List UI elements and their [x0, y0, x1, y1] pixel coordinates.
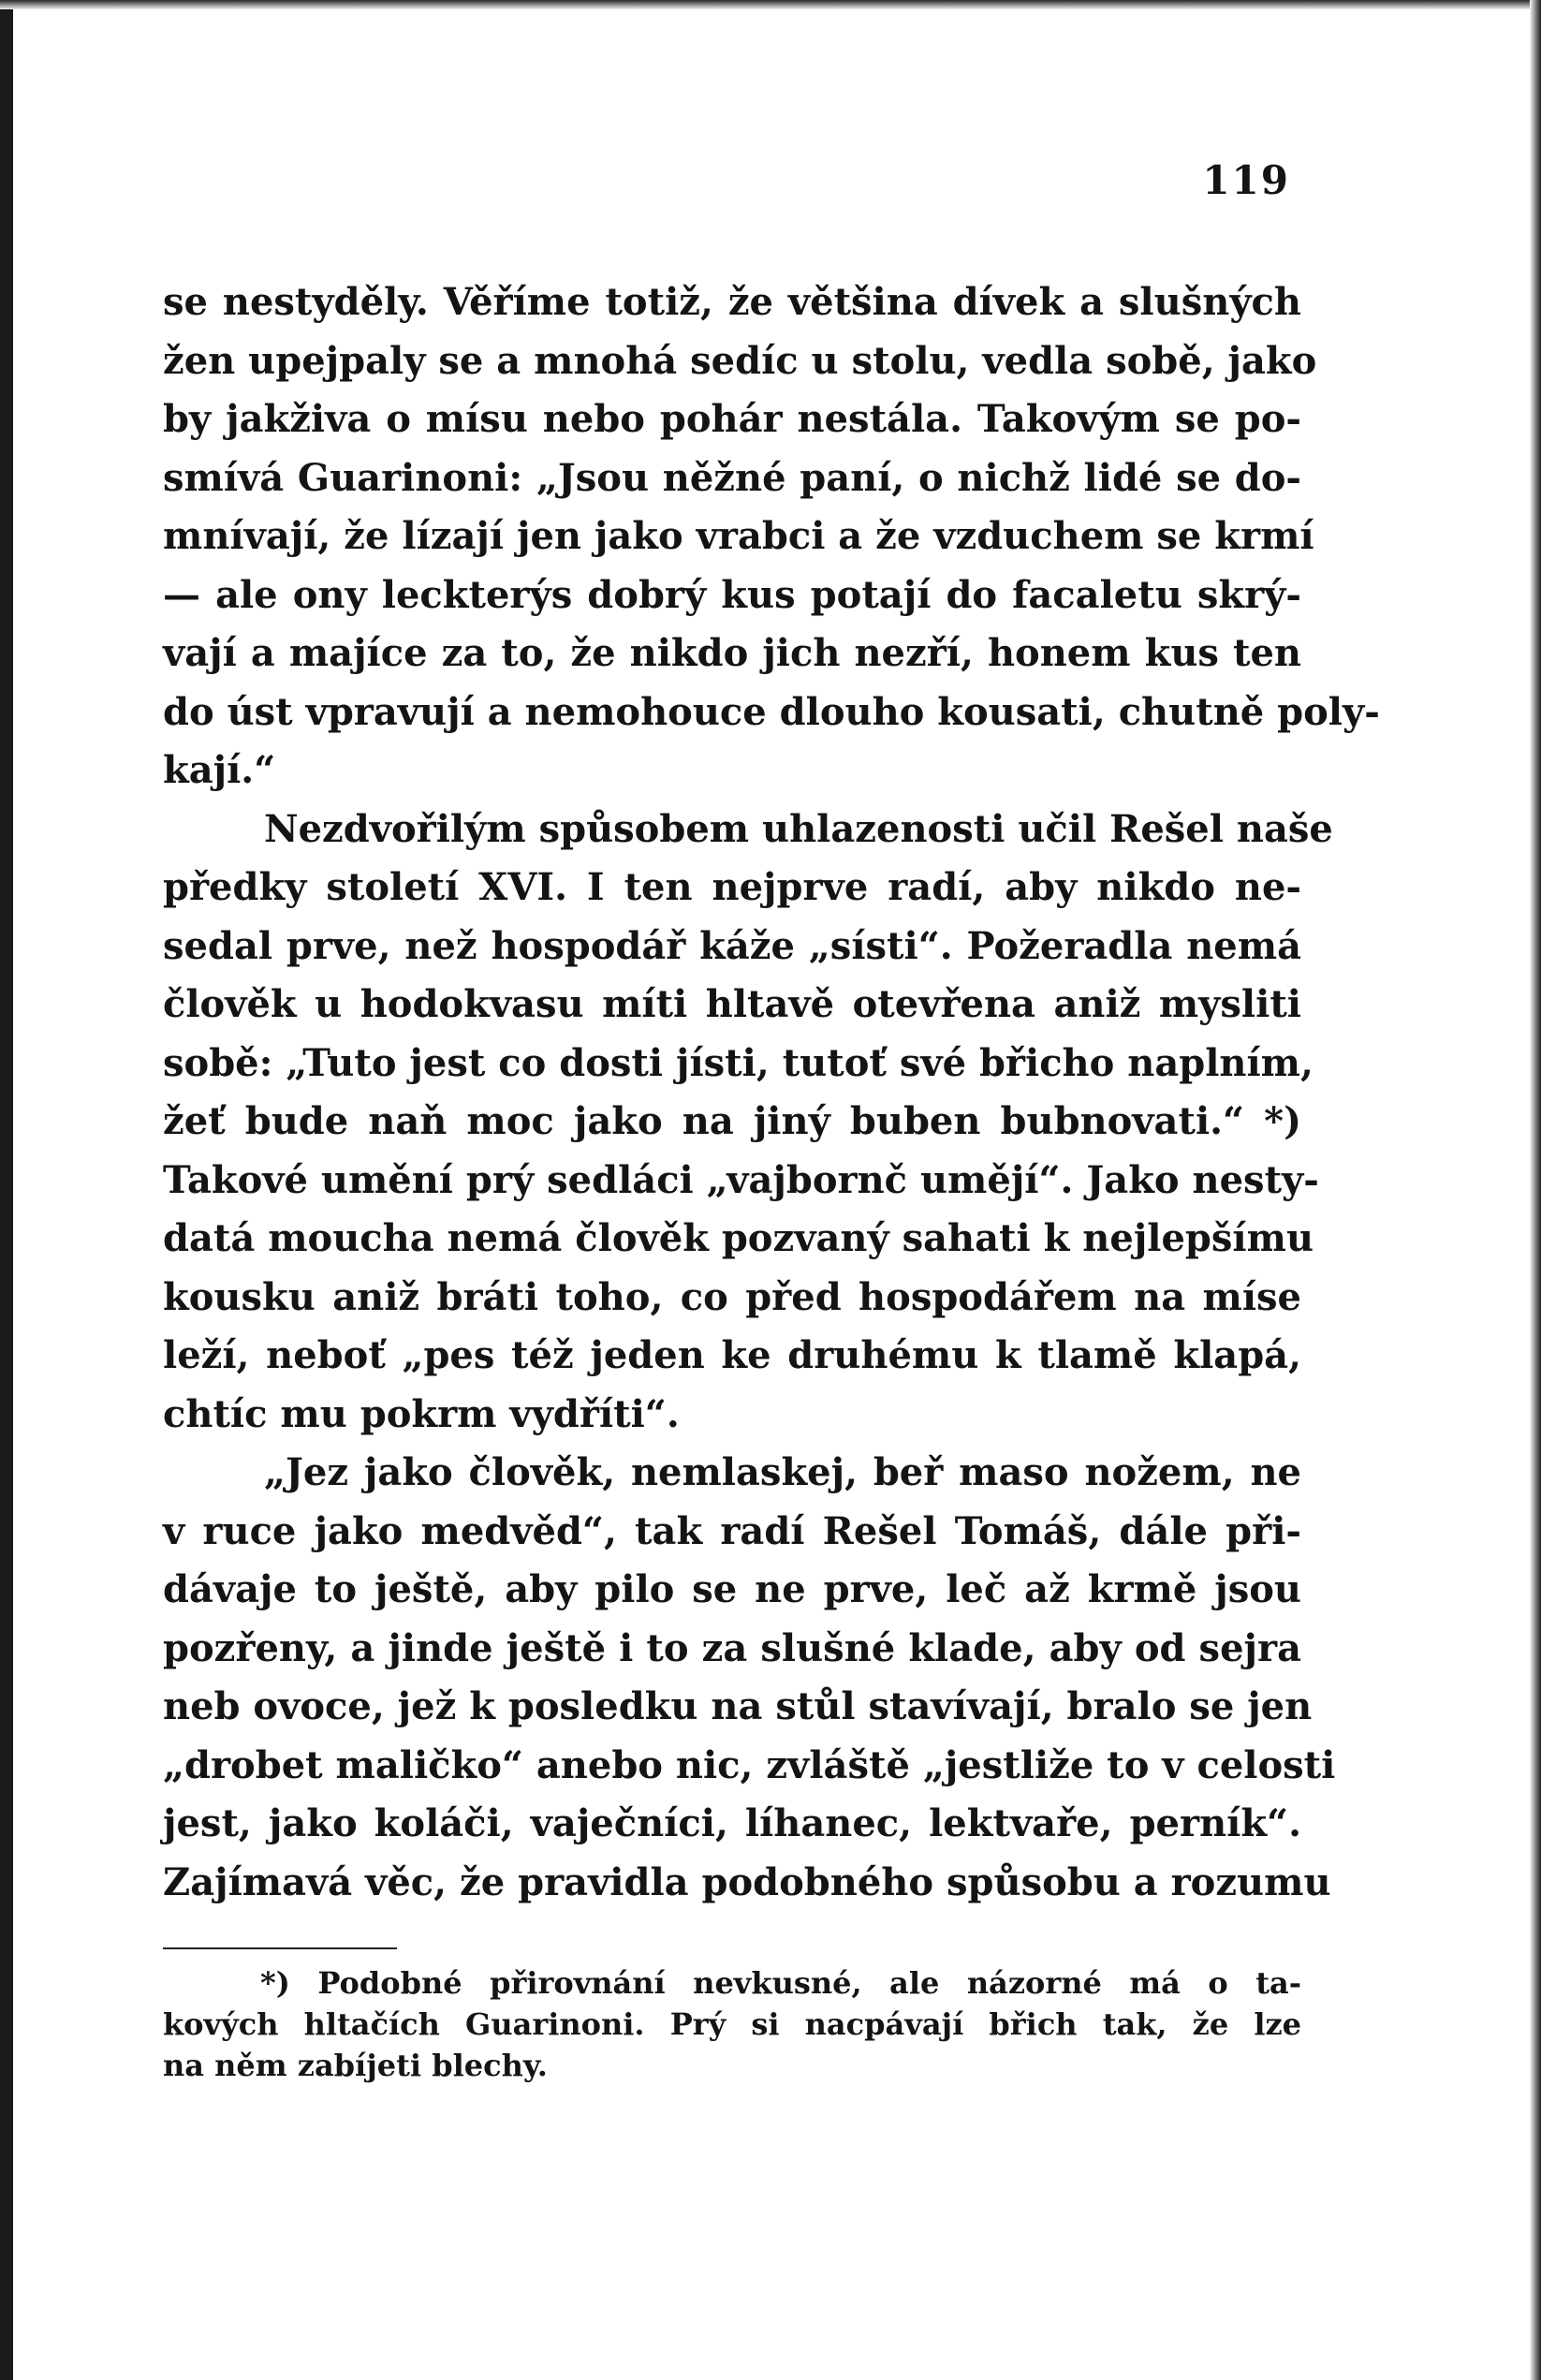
text-line: do úst vpravují a nemohouce dlouho kousati, chutně poly-: [163, 689, 1380, 734]
footnote-line: kových hltačích Guarinoni. Prý si nacpávají břich tak, že lze: [163, 2006, 1301, 2042]
text-line: v ruce jako medvěd“, tak radí Rešel Tomáš, dále při-: [163, 1508, 1301, 1553]
text-line: pozřeny, a jinde ještě i to za slušné klade, aby od sejra: [163, 1625, 1301, 1670]
body-text: [163, 273, 1380, 1912]
text-line: neb ovoce, jež k posledku na stůl stavívají, bralo se jen: [163, 1684, 1313, 1728]
text-line: — ale ony leckterýs dobrý kus potají do facaletu skrý-: [163, 572, 1301, 617]
scan-edge-top: [0, 0, 1541, 9]
text-line: jest, jako koláči, vaječníci, líhanec, lektvaře, perník“.: [163, 1801, 1301, 1845]
text-line: sobě: „Tuto jest co dosti jísti, tutoť své břicho naplním,: [163, 1040, 1314, 1085]
footnote: [163, 1962, 1301, 2086]
text-line: žen upejpaly se a mnohá sedíc u stolu, vedla sobě, jako: [163, 338, 1317, 383]
paragraph-start-line: „Jez jako člověk, nemlaskej, beř maso nožem, ne: [264, 1450, 1301, 1494]
page-number: 119: [1202, 157, 1290, 203]
text-line: Zajímavá věc, že pravidla podobného spůsobu a rozumu: [163, 1859, 1331, 1904]
scan-edge-right: [1530, 0, 1541, 2380]
text-line: datá moucha nemá člověk pozvaný sahati k nejlepšímu: [163, 1216, 1314, 1260]
text-line: mnívají, že lízají jen jako vrabci a že vzduchem se krmí: [163, 514, 1314, 558]
text-line: předky století XVI. I ten nejprve radí, aby nikdo ne-: [163, 865, 1301, 909]
footnote-divider: [163, 1947, 397, 1949]
text-line: vají a majíce za to, že nikdo jich nezří, honem kus ten: [163, 631, 1301, 675]
scan-edge-left: [0, 0, 13, 2380]
text-line: leží, neboť „pes též jeden ke druhému k tlamě klapá,: [163, 1333, 1301, 1377]
text-line: „drobet maličko“ anebo nic, zvláště „jestliže to v celosti: [163, 1742, 1336, 1787]
text-line: chtíc mu pokrm vydříti“.: [163, 1391, 680, 1436]
footnote-line: *) Podobné přirovnání nevkusné, ale názorné má o ta-: [260, 1965, 1301, 2001]
paragraph-start-line: Nezdvořilým spůsobem uhlazenosti učil Rešel naše: [264, 806, 1333, 851]
text-line: dávaje to ještě, aby pilo se ne prve, leč až krmě jsou: [163, 1567, 1301, 1611]
text-line: Takové umění prý sedláci „vajbornč umějí“. Jako nesty-: [163, 1157, 1319, 1202]
footnote-line: na něm zabíjeti blechy.: [163, 2048, 548, 2083]
text-line: člověk u hodokvasu míti hltavě otevřena aniž mysliti: [163, 982, 1301, 1026]
text-line: by jakživa o mísu nebo pohár nestála. Takovým se po-: [163, 397, 1301, 441]
text-line: smívá Guarinoni: „Jsou něžné paní, o nichž lidé se do-: [163, 455, 1301, 500]
text-line: se nestyděly. Věříme totiž, že většina dívek a slušných: [163, 280, 1301, 324]
text-line: žeť bude naň moc jako na jiný buben bubnovati.“ *): [163, 1099, 1301, 1143]
text-line: sedal prve, než hospodář káže „sísti“. Požeradla nemá: [163, 923, 1301, 968]
text-line: kají.“: [163, 748, 276, 792]
text-line: kousku aniž bráti toho, co před hospodářem na míse: [163, 1274, 1301, 1319]
